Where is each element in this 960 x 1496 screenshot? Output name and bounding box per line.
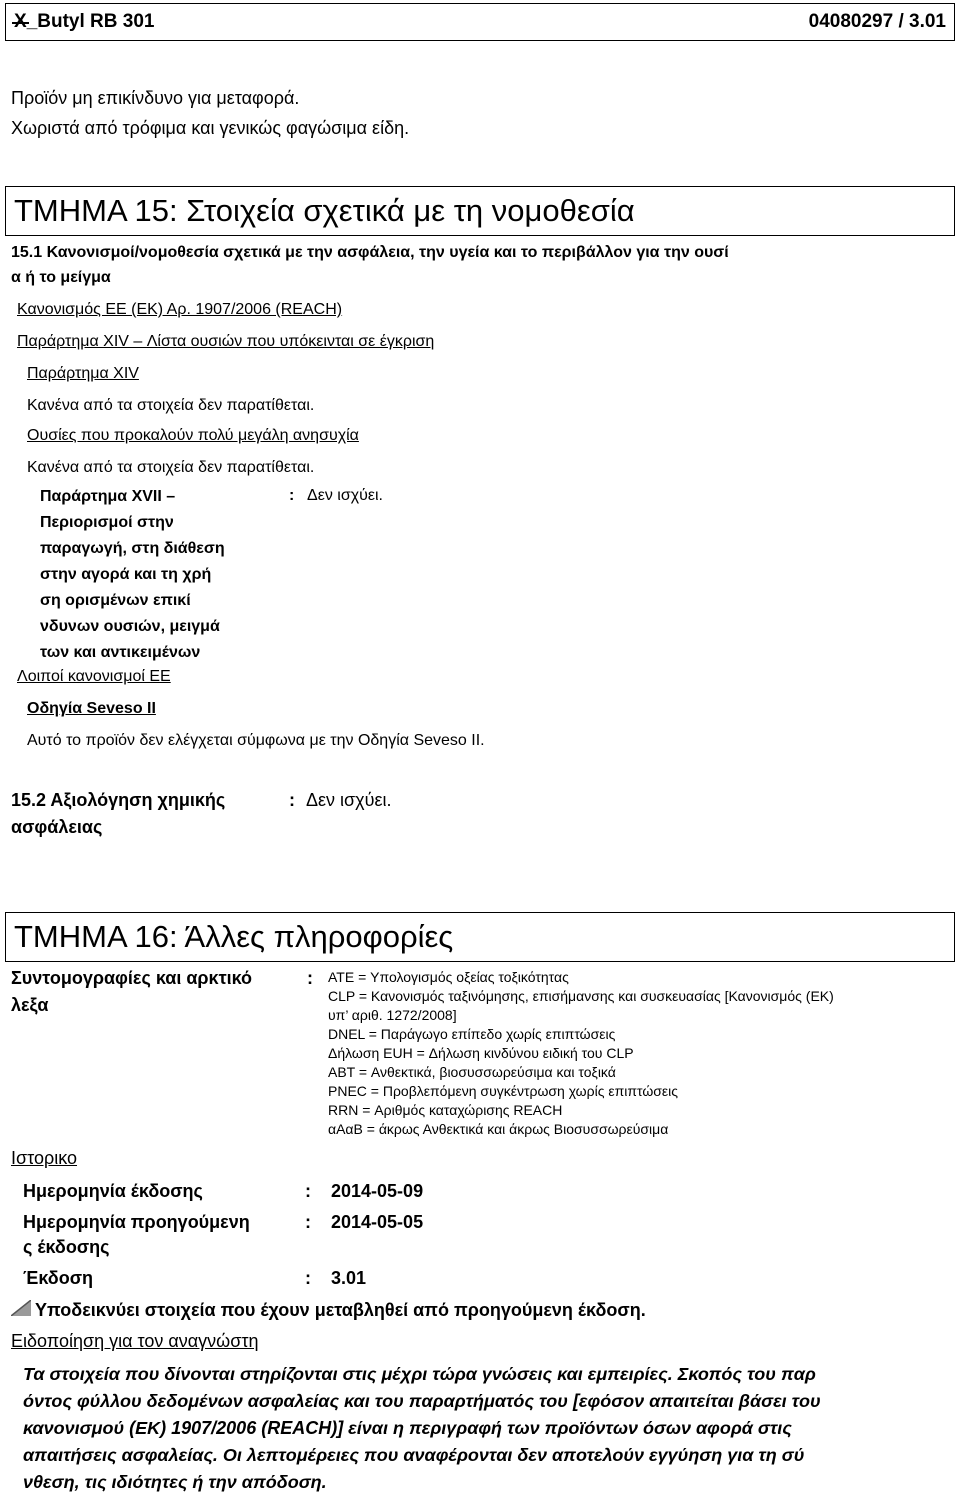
issue-date-value: 2014-05-09: [331, 1181, 424, 1201]
reach-heading: Κανονισμός ΕΕ (ΕΚ) Αρ. 1907/2006 (REACH): [17, 301, 343, 318]
reader-notice-line: απαιτήσεις ασφαλείας. Οι λεπτομέρειες που αναφέρονται δεν αποτελούν εγγύηση για τη σύ: [23, 1445, 805, 1465]
document-header: [5, 3, 955, 41]
subsection-15-2-label-line-1: 15.2 Αξιολόγηση χημικής: [11, 790, 226, 810]
transport-line-2: Χωριστά από τρόφιμα και γενικώς φαγώσιμα είδη.: [11, 118, 410, 138]
seveso-heading: Οδηγία Seveso II: [27, 700, 156, 717]
prev-date-label-line-1: Ημερομηνία προηγούμενη: [23, 1212, 250, 1232]
other-eu-heading: Λοιποί κανονισμοί ΕΕ: [17, 668, 171, 685]
prev-date-label-line-2: ς έκδοσης: [23, 1237, 110, 1257]
section-15-title: ΤΜΗΜΑ 15: Στοιχεία σχετικά με τη νομοθεσία: [14, 193, 635, 228]
annex-14-text: Κανένα από τα στοιχεία δεν παρατίθεται.: [27, 397, 315, 414]
issue-date-colon: :: [305, 1181, 311, 1201]
abbreviations-list: [328, 968, 834, 1139]
title-text: _Butyl RB 301: [26, 11, 155, 32]
abbreviation-item: υπ’ αριθ. 1272/2008]: [328, 1007, 457, 1023]
abbreviation-item: αΑαΒ = άκρως Ανθεκτικά και άκρως Βιοσυσσωρεύσιμα: [328, 1121, 669, 1137]
abbrev-colon: :: [307, 968, 313, 988]
annex-17-label-line: νδυνων ουσιών, μειγμά: [40, 618, 220, 635]
abbreviation-item: Δήλωση EUH = Δήλωση κινδύνου ειδική του CLP: [328, 1045, 634, 1061]
version-colon: :: [305, 1268, 311, 1288]
reader-notice-line: νθεση, τις ιδιότητες ή την απόδοση.: [23, 1472, 327, 1492]
history-heading: Ιστορικο: [11, 1148, 78, 1168]
annex-17-colon: :: [289, 487, 295, 504]
annex-17-value: Δεν ισχύει.: [307, 487, 383, 504]
abbreviation-item: ABT = Ανθεκτικά, βιοσυσσωρεύσιμα και τοξικά: [328, 1064, 616, 1080]
annex-17-label-line: Περιορισμοί στην: [40, 514, 174, 531]
reader-notice-text: [23, 1361, 821, 1496]
product-title: [14, 11, 154, 33]
abbreviation-item: DNEL = Παράγωγο επίπεδο χωρίς επιπτώσεις: [328, 1026, 616, 1042]
annex-17-label-line: στην αγορά και τη χρή: [40, 566, 212, 583]
prev-date-value: 2014-05-05: [331, 1212, 424, 1232]
annex-17-label: [40, 484, 225, 666]
annex-14-heading: Παράρτημα XIV: [27, 365, 139, 382]
version-value: 3.01: [331, 1268, 367, 1288]
annex-17-label-line: των και αντικειμένων: [40, 644, 201, 661]
transport-line-1: Προϊόν μη επικίνδυνο για μεταφορά.: [11, 88, 300, 108]
version-label: Έκδοση: [23, 1268, 94, 1288]
subsection-15-2-colon: :: [289, 790, 295, 810]
abbrev-label-line-2: λεξα: [11, 995, 49, 1015]
abbrev-label-line-1: Συντομογραφίες και αρκτικό: [11, 968, 253, 988]
annex-17-label-line: Παράρτημα XVII –: [40, 488, 176, 505]
document-code: 04080297 / 3.01: [808, 11, 946, 32]
abbreviation-item: PNEC = Προβλεπόμενη συγκέντρωση χωρίς επιπτώσεις: [328, 1083, 678, 1099]
prev-date-colon: :: [305, 1212, 311, 1232]
section-16-title: ΤΜΗΜΑ 16: Άλλες πληροφορίες: [14, 919, 454, 954]
svhc-heading: Ουσίες που προκαλούν πολύ μεγάλη ανησυχία: [27, 427, 359, 444]
annex-14-list-heading: Παράρτημα XIV – Λίστα ουσιών που υπόκεινται σε έγκριση: [17, 333, 435, 350]
reader-notice-line: όντος φύλλου δεδομένων ασφαλείας και του παραρτήματός του [εφόσον απαιτείται βάσει του: [23, 1391, 821, 1411]
reader-notice-line: κανονισμού (ΕΚ) 1907/2006 (REACH)] είναι η περιγραφή των προϊόντων όσων αφορά στις: [23, 1418, 792, 1438]
change-marker-icon: [11, 1300, 31, 1316]
subsection-15-1-line-2: α ή το μείγμα: [11, 269, 111, 286]
title-mark: X: [14, 11, 27, 32]
issue-date-label: Ημερομηνία έκδοσης: [23, 1181, 203, 1201]
seveso-text: Αυτό το προϊόν δεν ελέγχεται σύμφωνα με την Οδηγία Seveso II.: [27, 732, 485, 749]
section-16-header: [5, 912, 955, 962]
abbreviation-item: CLP = Κανονισμός ταξινόμησης, επισήμανσης και συσκευασίας [Κανονισμός (ΕΚ): [328, 988, 834, 1004]
annex-17-label-line: ση ορισμένων επικί: [40, 592, 191, 609]
change-marker-text: Υποδεικνύει στοιχεία που έχουν μεταβληθεί από προηγούμενη έκδοση.: [35, 1300, 646, 1320]
svhc-text: Κανένα από τα στοιχεία δεν παρατίθεται.: [27, 459, 315, 476]
abbreviation-item: ATE = Υπολογισμός οξείας τοξικότητας: [328, 969, 569, 985]
section-15-header: [5, 186, 955, 236]
abbreviation-item: RRN = Αριθμός καταχώρισης REACH: [328, 1102, 563, 1118]
reader-notice-line: Τα στοιχεία που δίνονται στηρίζονται στις μέχρι τώρα γνώσεις και εμπειρίες. Σκοπός του παρ: [23, 1364, 816, 1384]
subsection-15-1-line-1: 15.1 Κανονισμοί/νομοθεσία σχετικά με την ασφάλεια, την υγεία και το περιβάλλον για την ουσί: [11, 244, 729, 261]
annex-17-label-line: παραγωγή, στη διάθεση: [40, 540, 225, 557]
reader-notice-heading: Ειδοποίηση για τον αναγνώστη: [11, 1331, 259, 1351]
subsection-15-2-label-line-2: ασφάλειας: [11, 817, 103, 837]
subsection-15-2-value: Δεν ισχύει.: [306, 790, 392, 810]
